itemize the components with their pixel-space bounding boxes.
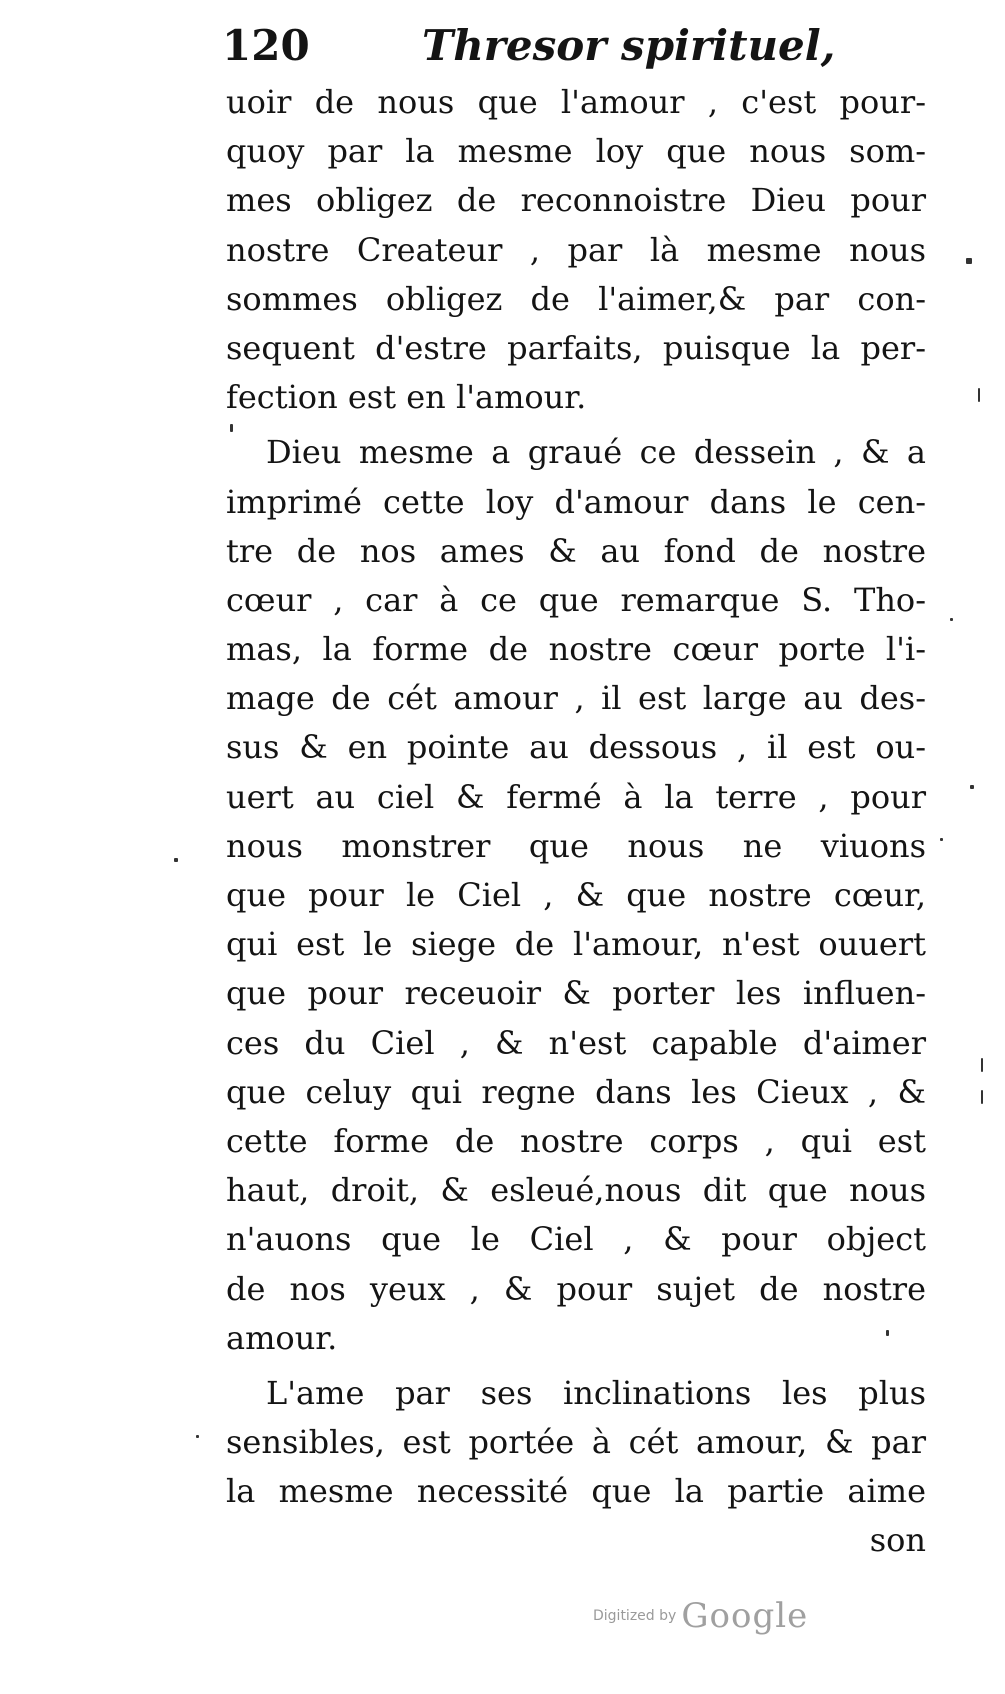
body-text [226,78,926,1566]
scan-speck [230,424,233,432]
digitized-by-label: Digitized by [593,1608,677,1624]
text-line: n'auons que le Ciel , & pour object [226,1220,926,1259]
text-line: de nos yeux , & pour sujet de nostre [226,1269,926,1308]
text-line: quoy par la mesme loy que nous som- [226,132,926,171]
scan-speck [981,1090,983,1104]
text-line: sommes obligez de l'aimer,& par con- [226,279,926,318]
running-header [222,14,922,78]
text-line: tre de nos ames & au fond de nostre [226,531,926,570]
text-line: sequent d'estre parfaits, puisque la per- [226,328,926,367]
scan-speck [950,618,953,621]
text-line: mes obligez de reconnoistre Dieu pour [226,181,926,220]
text-line: uoir de nous que l'amour , c'est pour- [226,83,926,121]
text-line: la mesme necessité que la partie aime [226,1472,926,1511]
text-line: amour. [226,1318,338,1357]
scan-speck [966,258,972,264]
text-line: nostre Createur , par là mesme nous [226,230,926,269]
scan-speck [886,1330,889,1336]
google-logo: Google [681,1596,809,1636]
catchword: son [869,1521,926,1560]
scan-speck [196,1435,199,1438]
text-line: cette forme de nostre corps , qui est [226,1121,926,1160]
text-line: mas, la forme de nostre cœur porte l'i- [226,630,926,669]
text-line: sus & en pointe au dessous , il est ou- [226,728,926,767]
text-line: que pour receuoir & porter les influen- [226,974,926,1013]
page-number: 120 [222,21,310,70]
text-line: ces du Ciel , & n'est capable d'aimer [226,1023,926,1062]
text-line: qui est le siege de l'amour, n'est ouuert [226,925,926,964]
text-line: mage de cét amour , il est large au des- [226,679,926,718]
text-line: que celuy qui regne dans les Cieux , & [226,1072,926,1111]
scan-speck [174,858,178,862]
running-title: Thresor spirituel, [422,21,836,70]
scan-speck [940,838,943,841]
scan-speck [981,1058,983,1072]
digitization-watermark [593,1596,808,1646]
scan-speck [978,388,980,402]
text-line: que pour le Ciel , & que nostre cœur, [226,876,926,914]
text-line: uert au ciel & fermé à la terre , pour [226,777,926,816]
text-line: fection est en l'amour. [226,378,587,417]
text-line: sensibles, est portée à cét amour, & par [226,1423,926,1462]
text-line: L'ame par ses inclinations les plus [266,1373,926,1412]
text-line: cœur , car à ce que remarque S. Tho- [226,580,926,619]
text-line: haut, droit, & esleué,nous dit que nous [226,1171,926,1210]
text-line: Dieu mesme a graué ce dessein , & a [266,433,926,472]
text-line: nous monstrer que nous ne viuons [226,826,926,865]
text-line: imprimé cette loy d'amour dans le cen- [226,482,926,521]
scan-speck [970,785,974,789]
